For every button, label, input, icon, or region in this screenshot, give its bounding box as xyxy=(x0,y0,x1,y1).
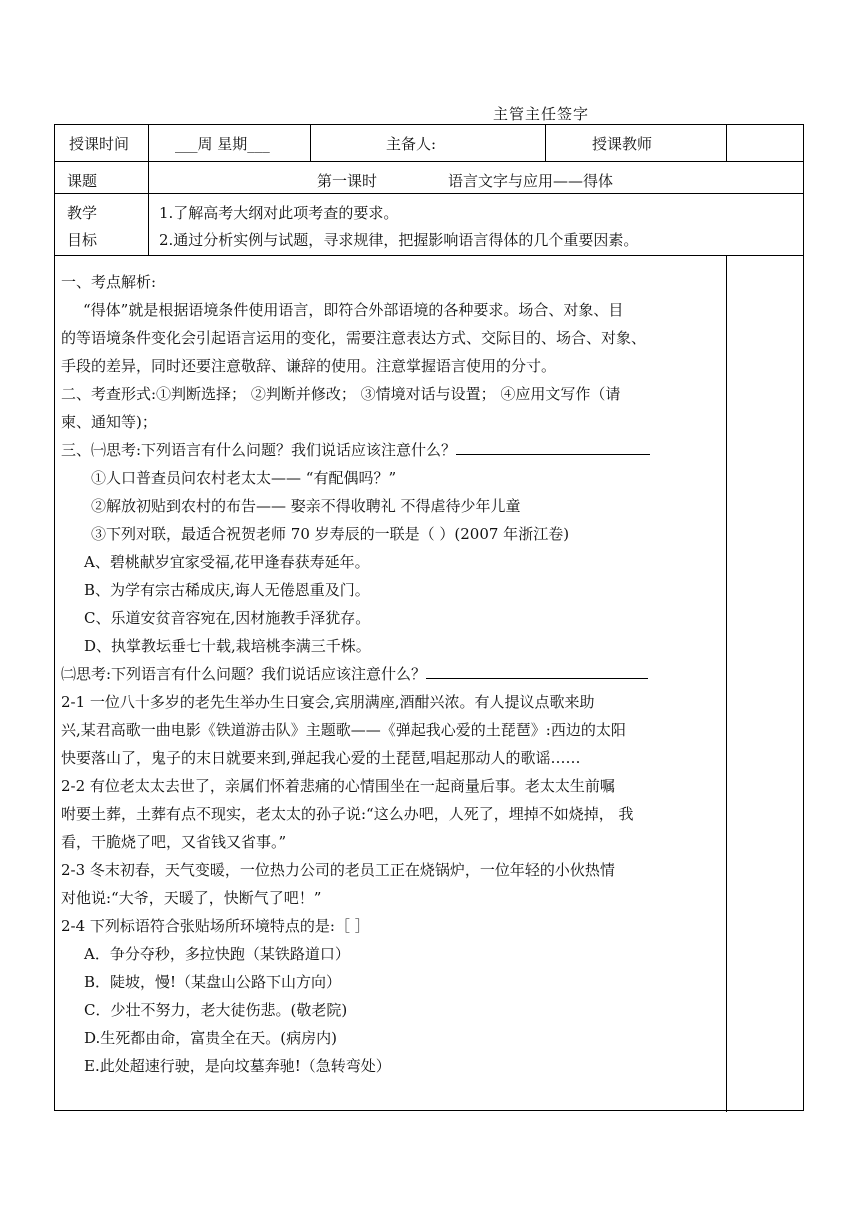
row-divider xyxy=(55,255,803,256)
slogan-option-a: A．争分夺秒，多拉快跑（某铁路道口） xyxy=(84,945,350,963)
topic-label: 课题 xyxy=(67,172,98,190)
section-1-heading: 一、考点解析: xyxy=(61,273,157,291)
example-2: ②解放初贴到农村的布告—— 娶亲不得收聘礼 不得虐待少年儿童 xyxy=(91,497,521,515)
slogan-option-b: B．陡坡，慢!（某盘山公路下山方向） xyxy=(84,973,342,991)
section-3-question-2 xyxy=(61,660,723,688)
time-label: 授课时间 xyxy=(69,135,130,153)
column-divider xyxy=(545,125,546,161)
slogan-option-d: D.生死都由命，富贵全在天。(病房内) xyxy=(84,1029,337,1047)
column-divider xyxy=(726,125,727,161)
question-text: ㈡思考:下列语言有什么问题？我们说话应该注意什么？ xyxy=(61,665,427,683)
lesson-plan-table xyxy=(54,124,804,1111)
option-c: C、乐道安贫音容宛在,因材施教手泽犹存。 xyxy=(84,609,371,627)
case-2-1-line: 2-1 一位八十多岁的老先生举办生日宴会,宾朋满座,酒酣兴浓。有人提议点歌来助 xyxy=(61,693,595,711)
goals-label-2: 目标 xyxy=(67,231,98,249)
section-1-paragraph-line: 的等语境条件变化会引起语言运用的变化，需要注意表达方式、交际目的、场合、对象、 xyxy=(61,329,647,347)
goal-item-1: 1.了解高考大纲对此项考查的要求。 xyxy=(159,204,399,222)
preparer-label: 主备人: xyxy=(386,135,437,153)
slogan-option-c: C．少壮不努力，老大徒伤悲。(敬老院) xyxy=(84,1001,348,1019)
section-1-paragraph-line: “得体”就是根据语境条件使用语言，即符合外部语境的各种要求。场合、对象、目 xyxy=(83,301,624,319)
week-day-blank: ___周 星期___ xyxy=(175,135,270,153)
lesson-content xyxy=(61,268,723,1080)
supervisor-signature-label: 主管主任签字 xyxy=(493,105,590,123)
teacher-label: 授课教师 xyxy=(592,135,653,153)
option-d: D、执掌教坛垂七十载,栽培桃李满三千株。 xyxy=(84,637,371,655)
section-2-line: 柬、通知等)； xyxy=(61,413,157,431)
answer-blank xyxy=(426,660,648,679)
column-divider xyxy=(148,125,149,193)
row-divider xyxy=(55,161,803,162)
case-2-3-line: 2-3 冬末初春，天气变暖，一位热力公司的老员工正在烧锅炉，一位年轻的小伙热情 xyxy=(61,861,615,879)
case-2-2-line: 看，干脆烧了吧，又省钱又省事。” xyxy=(61,833,287,851)
goals-label-1: 教学 xyxy=(67,204,98,222)
option-b: B、为学有宗古稀成庆,诲人无倦恩重及门。 xyxy=(84,581,370,599)
column-divider xyxy=(726,255,727,1112)
question-text: 三、㈠思考:下列语言有什么问题？我们说话应该注意什么？ xyxy=(61,441,457,459)
example-1: ①人口普查员问农村老太太—— “有配偶吗？” xyxy=(91,469,397,487)
topic-title: 语言文字与应用——得体 xyxy=(448,172,614,190)
case-2-4-question: 2-4 下列标语符合张贴场所环境特点的是:［ ］ xyxy=(61,917,370,935)
section-2-line: 二、考查形式:①判断选择； ②判断并修改； ③情境对话与设置； ④应用文写作（请 xyxy=(61,385,621,403)
goal-item-2: 2.通过分析实例与试题，寻求规律，把握影响语言得体的几个重要因素。 xyxy=(159,231,639,249)
case-2-3-line: 对他说:“大爷，天暖了，快断气了吧！” xyxy=(61,889,322,907)
column-divider xyxy=(310,125,311,161)
lesson-number: 第一课时 xyxy=(317,172,378,190)
row-divider xyxy=(55,193,803,194)
case-2-1-line: 快要落山了，鬼子的末日就要来到,弹起我心爱的土琵琶,唱起那动人的歌谣…… xyxy=(61,749,581,767)
column-divider xyxy=(148,193,149,255)
case-2-2-line: 咐要土葬，土葬有点不现实，老太太的孙子说:“这么办吧，人死了，埋掉不如烧掉， 我 xyxy=(61,805,634,823)
option-a: A、碧桃献岁宜家受福,花甲逢春获寿延年。 xyxy=(84,553,370,571)
example-3: ③下列对联，最适合祝贺老师 70 岁寿辰的一联是（ ）(2007 年浙江卷) xyxy=(91,525,570,543)
case-2-1-line: 兴,某君高歌一曲电影《铁道游击队》主题歌——《弹起我心爱的土琵琶》:西边的太阳 xyxy=(61,721,626,739)
section-1-paragraph-line: 手段的差异，同时还要注意敬辞、谦辞的使用。注意掌握语言使用的分寸。 xyxy=(61,357,557,375)
section-3-question-1 xyxy=(61,436,723,464)
slogan-option-e: E.此处超速行驶，是向坟墓奔驰!（急转弯处） xyxy=(84,1057,391,1075)
answer-blank xyxy=(456,436,650,455)
case-2-2-line: 2-2 有位老太太去世了，亲属们怀着悲痛的心情围坐在一起商量后事。老太太生前嘱 xyxy=(61,777,615,795)
